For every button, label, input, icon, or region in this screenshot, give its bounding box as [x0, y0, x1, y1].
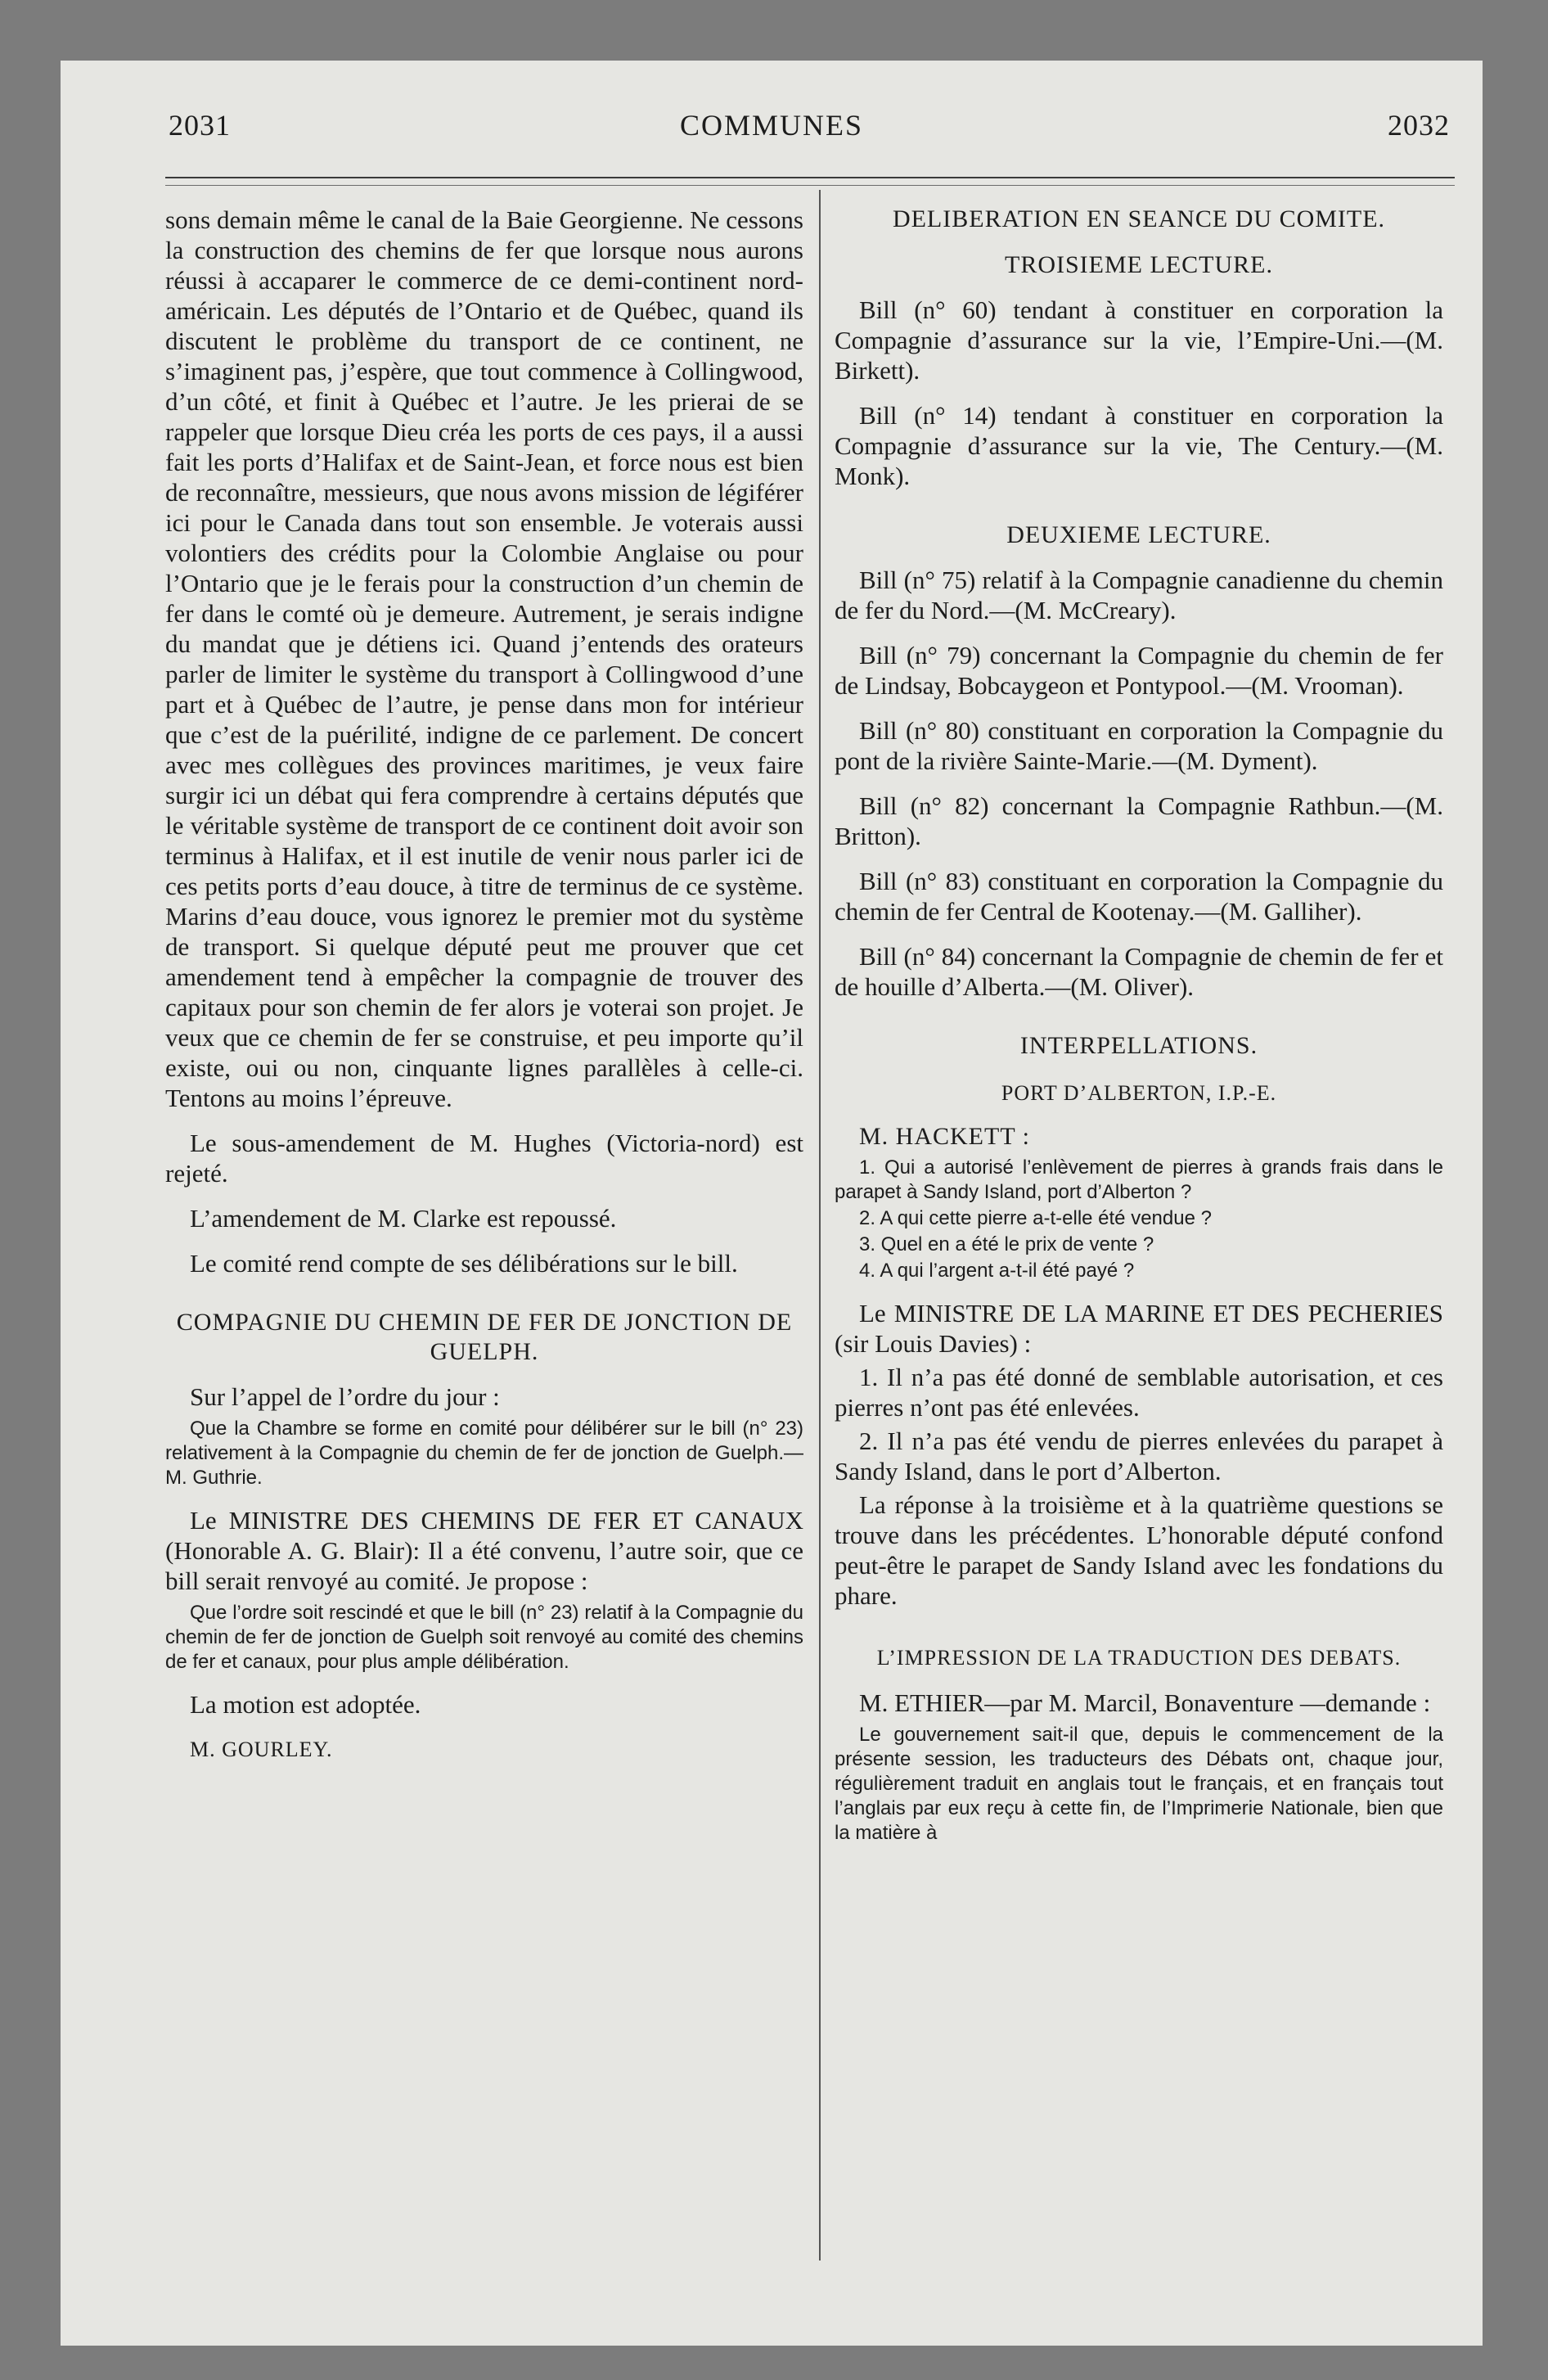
section-heading-third-reading: TROISIEME LECTURE. — [1005, 251, 1273, 278]
page-number-left: 2031 — [169, 109, 231, 142]
bill-item: Bill (n° 60) tendant à constituer en corporation la Compagnie d’assurance sur la vie, l’Empire-Uni.—(M. Birkett). — [835, 295, 1443, 385]
page-title: COMMUNES — [679, 109, 864, 142]
bill-item: Bill (n° 79) concernant la Compagnie du chemin de fer de Lindsay, Bobcaygeon et Pontypool.—(M. Vrooman). — [835, 641, 1443, 700]
question-item: 3. Quel en a été le prix de vente ? — [859, 1233, 1154, 1255]
paragraph-amendment: L’amendement de M. Clarke est repoussé. — [190, 1204, 617, 1233]
bill-item: Bill (n° 84) concernant la Compagnie de chemin de fer et de houille d’Alberta.—(M. Oliver). — [835, 942, 1443, 1001]
bill-item: Bill (n° 80) constituant en corporation la Compagnie du pont de la rivière Sainte-Marie.—(M. Dyment). — [835, 716, 1443, 775]
answer-item: La réponse à la troisième et à la quatrième questions se trouve dans les précédentes. L’honorable député confond peut-être le parapet de Sandy Island avec les fondations du phare. — [835, 1490, 1443, 1610]
question-item: 2. A qui cette pierre a-t-elle été vendue ? — [859, 1207, 1212, 1229]
section-heading-second-reading: DEUXIEME LECTURE. — [1006, 521, 1271, 548]
question-item: 4. A qui l’argent a-t-il été payé ? — [859, 1260, 1135, 1282]
question-ethier: Le gouvernement sait-il que, depuis le commencement de la présente session, les traducteurs des Débats ont, chaque jour, régulièrement traduit en anglais tout le français, et en français tout l’anglais par eux reçu à cette fin, de l’Imprimerie Nationale, bien que la matière à — [835, 1724, 1443, 1844]
section-subheading-alberton: PORT D’ALBERTON, I.P.-E. — [1001, 1081, 1277, 1105]
speaker-hackett: M. HACKETT : — [859, 1123, 1030, 1150]
speech-paragraph: sons demain même le canal de la Baie Georgienne. Ne cessons la construction des chemins de fer que lorsque nous aurons réussi à accaparer le commerce de ce demi-continent nord-américain. Les députés de l’Ontario et de Québec, quand ils discutent le problème du transport de ce continent, ne s’imaginent pas, j’espère, que tout commence à Collingwood, d’un côté, et finit à Québec et l’autre. Je les prierai de se rappeler que lorsque Dieu créa les ports de ces pays, il a aussi fait les ports d’Halifax et de Saint-Jean, et force nous est bien de reconnaître, messieurs, que nous avons mission de légiférer ici pour le Canada dans tout son ensemble. Je voterais aussi volontiers des crédits pour la Colombie Anglaise ou pour l’Ontario que je le ferais pour la construction d’un chemin de fer dans le comté où je demeure. Autrement, je serais indigne du mandat que je détiens ici. Quand j’entends des orateurs parler de limiter le système du transport à Collingwood d’une part et à Québec de l’autre, je pense dans mon for intérieur que c’est de la puérilité, indigne de ce parlement. De concert avec mes collègues des provinces maritimes, je veux faire surgir ici un débat qui fera comprendre à certains députés que le véritable système de transport de ce continent doit avoir son terminus à Halifax, et il est inutile de venir nous parler ici de ces petits ports d’eau douce, à titre de terminus de ce système. Marins d’eau douce, vous ignorez le premier mot du système de transport. Si quelque député peut me prouver que cet amendement tend à empêcher la compagnie de trouver des capitaux pour son chemin de fer alors je voterai son projet. Je veux que ce chemin de fer se construise, et peu importe qu’il existe, oui ou non, cinquante lignes parallèles à celle-ci. Tentons au moins l’épreuve. — [165, 205, 803, 1112]
page-number-right: 2032 — [1388, 109, 1450, 142]
speaker-gourley: M. GOURLEY. — [190, 1738, 333, 1761]
answer-item: 1. Il n’a pas été donné de semblable autorisation, et ces pierres n’ont pas été enlevées. — [835, 1363, 1443, 1422]
motion-text-1: Que la Chambre se forme en comité pour délibérer sur le bill (n° 23) relativement à la Compagnie du chemin de fer de jonction de Guelph.—M. Guthrie. — [165, 1418, 803, 1489]
section-heading-printing: L’IMPRESSION DE LA TRADUCTION DES DEBATS. — [876, 1646, 1402, 1670]
header-rule-thin — [165, 185, 1455, 186]
right-column — [835, 205, 1443, 1846]
paragraph-motion-adopted: La motion est adoptée. — [190, 1690, 421, 1719]
header-rule — [165, 177, 1455, 178]
section-heading-guelph: COMPAGNIE DU CHEMIN DE FER DE JONCTION DE GUELPH. — [176, 1309, 793, 1365]
bill-item: Bill (n° 14) tendant à constituer en corporation la Compagnie d’assurance sur la vie, The Century.—(M. Monk). — [835, 401, 1443, 490]
bill-item: Bill (n° 83) constituant en corporation la Compagnie du chemin de fer Central de Kootenay.—(M. Galliher). — [835, 867, 1443, 926]
question-item: 1. Qui a autorisé l’enlèvement de pierres à grands frais dans le parapet à Sandy Island, port d’Alberton ? — [835, 1156, 1443, 1203]
answer-item: 2. Il n’a pas été vendu de pierres enlevées du parapet à Sandy Island, dans le port d’Alberton. — [835, 1427, 1443, 1485]
section-heading-interpellations: INTERPELLATIONS. — [1019, 1032, 1258, 1059]
paragraph-ethier: M. ETHIER—par M. Marcil, Bonaventure —demande : — [859, 1688, 1431, 1717]
paragraph-committee-report: Le comité rend compte de ses délibérations sur le bill. — [190, 1249, 738, 1278]
paragraph-minister-marine: Le MINISTRE DE LA MARINE ET DES PECHERIES (sir Louis Davies) : — [835, 1299, 1443, 1358]
paragraph-minister-railways: Le MINISTRE DES CHEMINS DE FER ET CANAUX (Honorable A. G. Blair): Il a été convenu, l’autre soir, que ce bill serait renvoyé au comité. Je propose : — [165, 1506, 803, 1595]
page — [61, 61, 1483, 2346]
bill-item: Bill (n° 75) relatif à la Compagnie canadienne du chemin de fer du Nord.—(M. McCreary). — [835, 566, 1443, 624]
section-heading-deliberation: DELIBERATION EN SEANCE DU COMITE. — [892, 205, 1386, 232]
paragraph-subamendment: Le sous-amendement de M. Hughes (Victoria-nord) est rejeté. — [165, 1129, 803, 1188]
left-column — [165, 205, 803, 1765]
paragraph-order-of-day: Sur l’appel de l’ordre du jour : — [190, 1382, 500, 1411]
column-divider — [819, 190, 821, 2261]
motion-text-2: Que l’ordre soit rescindé et que le bill (n° 23) relatif à la Compagnie du chemin de fer de jonction de Guelph soit renvoyé au comité des chemins de fer et canaux, pour plus ample délibération. — [165, 1602, 803, 1673]
bill-item: Bill (n° 82) concernant la Compagnie Rathbun.—(M. Britton). — [835, 791, 1443, 850]
